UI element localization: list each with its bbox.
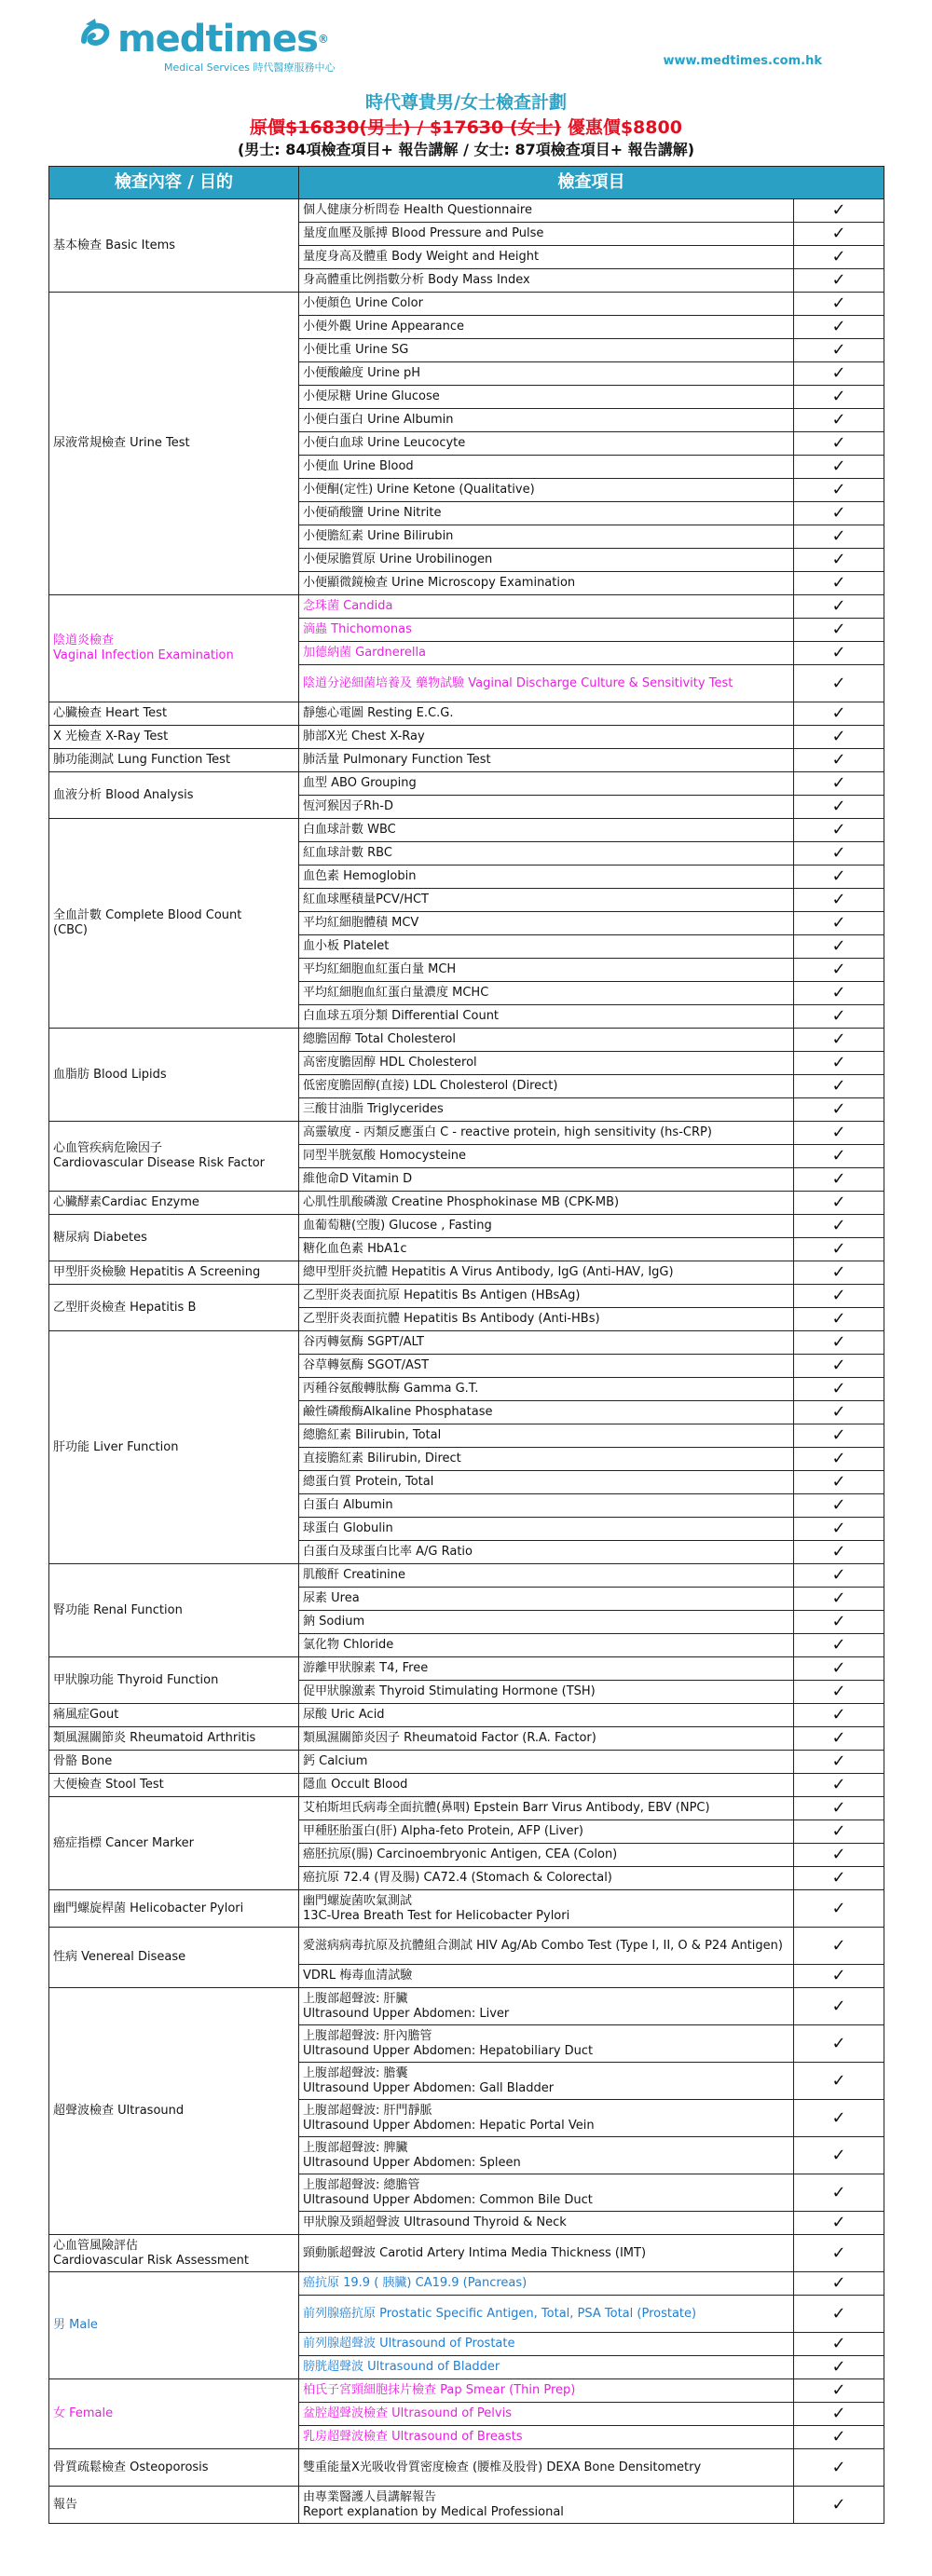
check-mark-icon: ✓ xyxy=(794,749,884,772)
check-mark-icon: ✓ xyxy=(794,2296,884,2333)
category-cell: 血脂肪 Blood Lipids xyxy=(49,1029,299,1122)
table-row xyxy=(49,1890,884,1928)
check-mark-icon: ✓ xyxy=(794,1965,884,1988)
category-cell: 類風濕關節炎 Rheumatoid Arthritis xyxy=(49,1727,299,1751)
check-mark-icon: ✓ xyxy=(794,2063,884,2100)
check-mark-icon: ✓ xyxy=(794,726,884,749)
table-row xyxy=(49,726,884,749)
item-cell: 癌抗原 19.9 ( 胰臟) CA19.9 (Pancreas) xyxy=(299,2272,794,2296)
item-cell: 上腹部超聲波: 肝內膽管 Ultrasound Upper Abdomen: Hepatobiliary Duct xyxy=(299,2025,794,2063)
check-mark-icon: ✓ xyxy=(794,842,884,865)
check-mark-icon: ✓ xyxy=(794,362,884,386)
item-cell: 總膽固醇 Total Cholesterol xyxy=(299,1029,794,1052)
item-cell: 谷丙轉氨酶 SGPT/ALT xyxy=(299,1331,794,1355)
check-mark-icon: ✓ xyxy=(794,772,884,796)
check-mark-icon: ✓ xyxy=(794,1285,884,1308)
offer-price: 優惠價$8800 xyxy=(561,117,682,138)
item-cell: 小便膽紅素 Urine Bilirubin xyxy=(299,525,794,549)
checkup-items-table xyxy=(48,166,884,2524)
item-cell: 總膽紅素 Bilirubin, Total xyxy=(299,1424,794,1448)
check-mark-icon: ✓ xyxy=(794,2449,884,2487)
item-cell: 前列腺超聲波 Ultrasound of Prostate xyxy=(299,2333,794,2356)
category-cell: 女 Female xyxy=(49,2379,299,2449)
table-row xyxy=(49,1751,884,1774)
item-cell: 身高體重比例指數分析 Body Mass Index xyxy=(299,269,794,293)
item-cell: 上腹部超聲波: 肝臟 Ultrasound Upper Abdomen: Liver xyxy=(299,1988,794,2025)
check-mark-icon: ✓ xyxy=(794,1192,884,1215)
table-row xyxy=(49,749,884,772)
check-mark-icon: ✓ xyxy=(794,1844,884,1867)
table-row xyxy=(49,2235,884,2272)
check-mark-icon: ✓ xyxy=(794,432,884,456)
check-mark-icon: ✓ xyxy=(794,1611,884,1634)
item-cell: 雙重能量X光吸收骨質密度檢查 (腰椎及股骨) DEXA Bone Densitometry xyxy=(299,2449,794,2487)
check-mark-icon: ✓ xyxy=(794,1471,884,1494)
item-cell: 上腹部超聲波: 肝門靜脈 Ultrasound Upper Abdomen: Hepatic Portal Vein xyxy=(299,2100,794,2137)
item-cell: 平均紅細胞血紅蛋白量濃度 MCHC xyxy=(299,982,794,1005)
item-cell: 心肌性肌酸磷激 Creatine Phosphokinase MB (CPK-MB) xyxy=(299,1192,794,1215)
check-mark-icon: ✓ xyxy=(794,1867,884,1890)
item-cell: 小便白血球 Urine Leucocyte xyxy=(299,432,794,456)
category-cell: 大便檢查 Stool Test xyxy=(49,1774,299,1797)
check-mark-icon: ✓ xyxy=(794,1238,884,1261)
item-cell: 尿素 Urea xyxy=(299,1588,794,1611)
table-row xyxy=(49,1988,884,2025)
item-cell: 前列腺癌抗原 Prostatic Specific Antigen, Total, PSA Total (Prostate) xyxy=(299,2296,794,2333)
item-cell: 三酸甘油脂 Triglycerides xyxy=(299,1098,794,1122)
item-cell: 上腹部超聲波: 總膽管 Ultrasound Upper Abdomen: Common Bile Duct xyxy=(299,2174,794,2212)
plan-title: 時代尊貴男/女士檢查計劃 xyxy=(365,92,567,113)
item-cell: 乙型肝炎表面抗體 Hepatitis Bs Antibody (Anti-HBs) xyxy=(299,1308,794,1331)
check-mark-icon: ✓ xyxy=(794,1751,884,1774)
check-mark-icon: ✓ xyxy=(794,1681,884,1704)
category-cell: 男 Male xyxy=(49,2272,299,2379)
item-cell: 上腹部超聲波: 膽囊 Ultrasound Upper Abdomen: Gall Bladder xyxy=(299,2063,794,2100)
table-row xyxy=(49,199,884,223)
table-row xyxy=(49,2487,884,2524)
table-row xyxy=(49,2379,884,2403)
table-row xyxy=(49,1285,884,1308)
category-cell: 心血管疾病危險因子 Cardiovascular Disease Risk Factor xyxy=(49,1122,299,1192)
table-row xyxy=(49,1657,884,1681)
item-cell: 陰道分泌細菌培養及 藥物試驗 Vaginal Discharge Culture & Sensitivity Test xyxy=(299,665,794,702)
item-cell: 肌酸酐 Creatinine xyxy=(299,1564,794,1588)
header-items: 檢查項目 xyxy=(299,167,884,199)
item-cell: 白蛋白 Albumin xyxy=(299,1494,794,1518)
item-cell: 甲種胚胎蛋白(肝) Alpha-feto Protein, AFP (Liver) xyxy=(299,1820,794,1844)
item-cell: 球蛋白 Globulin xyxy=(299,1518,794,1541)
item-cell: 幽門螺旋菌吹氣測試 13C-Urea Breath Test for Helicobacter Pylori xyxy=(299,1890,794,1928)
item-cell: 隱血 Occult Blood xyxy=(299,1774,794,1797)
check-mark-icon: ✓ xyxy=(794,2025,884,2063)
table-row xyxy=(49,702,884,726)
item-cell: 肺部X光 Chest X-Ray xyxy=(299,726,794,749)
category-cell: 陰道炎檢查 Vaginal Infection Examination xyxy=(49,595,299,702)
item-cell: 尿酸 Uric Acid xyxy=(299,1704,794,1727)
check-mark-icon: ✓ xyxy=(794,199,884,223)
item-cell: 乙型肝炎表面抗原 Hepatitis Bs Antigen (HBsAg) xyxy=(299,1285,794,1308)
category-cell: 肺功能測試 Lung Function Test xyxy=(49,749,299,772)
check-mark-icon: ✓ xyxy=(794,1331,884,1355)
check-mark-icon: ✓ xyxy=(794,2235,884,2272)
item-cell: 甲狀腺及頸超聲波 Ultrasound Thyroid & Neck xyxy=(299,2212,794,2235)
check-mark-icon: ✓ xyxy=(794,1005,884,1029)
item-cell: 氯化物 Chloride xyxy=(299,1634,794,1657)
original-price: 原價$16830(男士) / $17630 (女士) xyxy=(250,117,562,138)
check-mark-icon: ✓ xyxy=(794,2403,884,2426)
check-mark-icon: ✓ xyxy=(794,1657,884,1681)
item-cell: 鈣 Calcium xyxy=(299,1751,794,1774)
check-mark-icon: ✓ xyxy=(794,2212,884,2235)
item-cell: 平均紅細胞體積 MCV xyxy=(299,912,794,935)
check-mark-icon: ✓ xyxy=(794,935,884,959)
check-mark-icon: ✓ xyxy=(794,1378,884,1401)
item-cell: 加德納菌 Gardnerella xyxy=(299,642,794,665)
item-cell: 高密度膽固醇 HDL Cholesterol xyxy=(299,1052,794,1075)
category-cell: 癌症指標 Cancer Marker xyxy=(49,1797,299,1890)
category-cell: 肝功能 Liver Function xyxy=(49,1331,299,1564)
check-mark-icon: ✓ xyxy=(794,889,884,912)
table-header-row xyxy=(49,167,884,199)
check-mark-icon: ✓ xyxy=(794,1098,884,1122)
table-row xyxy=(49,1122,884,1145)
check-mark-icon: ✓ xyxy=(794,819,884,842)
registered-mark: ® xyxy=(317,33,328,46)
check-mark-icon: ✓ xyxy=(794,1448,884,1471)
item-cell: 靜態心電圖 Resting E.C.G. xyxy=(299,702,794,726)
check-mark-icon: ✓ xyxy=(794,1168,884,1192)
check-mark-icon: ✓ xyxy=(794,316,884,339)
item-cell: 血型 ABO Grouping xyxy=(299,772,794,796)
item-cell: 小便尿糖 Urine Glucose xyxy=(299,386,794,409)
item-cell: VDRL 梅毒血清試驗 xyxy=(299,1965,794,1988)
table-row xyxy=(49,1704,884,1727)
table-row xyxy=(49,1331,884,1355)
check-mark-icon: ✓ xyxy=(794,2487,884,2524)
item-cell: 游離甲狀腺素 T4, Free xyxy=(299,1657,794,1681)
item-cell: 小便尿膽質原 Urine Urobilinogen xyxy=(299,549,794,572)
table-row xyxy=(49,2272,884,2296)
header-category: 檢查內容 / 目的 xyxy=(49,167,299,199)
item-cell: 恆河猴因子Rh-D xyxy=(299,796,794,819)
check-mark-icon: ✓ xyxy=(794,1401,884,1424)
item-cell: 量度身高及體重 Body Weight and Height xyxy=(299,246,794,269)
check-mark-icon: ✓ xyxy=(794,2379,884,2403)
table-row xyxy=(49,1564,884,1588)
item-cell: 小便硝酸鹽 Urine Nitrite xyxy=(299,502,794,525)
item-cell: 白血球五項分類 Differential Count xyxy=(299,1005,794,1029)
item-cell: 愛滋病病毒抗原及抗體組合測試 HIV Ag/Ab Combo Test (Type I, II, O & P24 Antigen) xyxy=(299,1928,794,1965)
item-cell: 類風濕關節炎因子 Rheumatoid Factor (R.A. Factor) xyxy=(299,1727,794,1751)
item-cell: 總甲型肝炎抗體 Hepatitis A Virus Antibody, IgG (Anti-HAV, IgG) xyxy=(299,1261,794,1285)
check-mark-icon: ✓ xyxy=(794,1704,884,1727)
check-mark-icon: ✓ xyxy=(794,619,884,642)
check-mark-icon: ✓ xyxy=(794,2137,884,2174)
check-mark-icon: ✓ xyxy=(794,1494,884,1518)
check-mark-icon: ✓ xyxy=(794,409,884,432)
check-mark-icon: ✓ xyxy=(794,2426,884,2449)
item-cell: 總蛋白質 Protein, Total xyxy=(299,1471,794,1494)
item-cell: 鹼性磷酸酶Alkaline Phosphatase xyxy=(299,1401,794,1424)
table-row xyxy=(49,1797,884,1820)
check-mark-icon: ✓ xyxy=(794,456,884,479)
category-cell: 報告 xyxy=(49,2487,299,2524)
table-row xyxy=(49,819,884,842)
category-cell: 基本檢查 Basic Items xyxy=(49,199,299,293)
category-cell: 心臟酵素Cardiac Enzyme xyxy=(49,1192,299,1215)
item-cell: 盆腔超聲波檢查 Ultrasound of Pelvis xyxy=(299,2403,794,2426)
check-mark-icon: ✓ xyxy=(794,1774,884,1797)
check-mark-icon: ✓ xyxy=(794,1820,884,1844)
item-cell: 肺活量 Pulmonary Function Test xyxy=(299,749,794,772)
check-mark-icon: ✓ xyxy=(794,386,884,409)
item-cell: 血小板 Platelet xyxy=(299,935,794,959)
table-row xyxy=(49,1029,884,1052)
item-cell: 上腹部超聲波: 脾臟 Ultrasound Upper Abdomen: Spleen xyxy=(299,2137,794,2174)
check-mark-icon: ✓ xyxy=(794,1797,884,1820)
check-mark-icon: ✓ xyxy=(794,1988,884,2025)
check-mark-icon: ✓ xyxy=(794,1052,884,1075)
category-cell: X 光檢查 X-Ray Test xyxy=(49,726,299,749)
check-mark-icon: ✓ xyxy=(794,665,884,702)
check-mark-icon: ✓ xyxy=(794,339,884,362)
item-cell: 頸動脈超聲波 Carotid Artery Intima Media Thickness (IMT) xyxy=(299,2235,794,2272)
brand-tagline: Medical Services 時代醫療服務中心 xyxy=(164,61,336,74)
category-cell: 甲狀腺功能 Thyroid Function xyxy=(49,1657,299,1704)
check-mark-icon: ✓ xyxy=(794,2272,884,2296)
item-cell: 高靈敏度 - 丙類反應蛋白 C - reactive protein, high sensitivity (hs-CRP) xyxy=(299,1122,794,1145)
item-cell: 小便酸鹼度 Urine pH xyxy=(299,362,794,386)
table-row xyxy=(49,1928,884,1965)
check-mark-icon: ✓ xyxy=(794,702,884,726)
medtimes-logo-icon xyxy=(76,15,117,56)
check-mark-icon: ✓ xyxy=(794,2356,884,2379)
check-mark-icon: ✓ xyxy=(794,912,884,935)
table-row xyxy=(49,2449,884,2487)
category-cell: 心血管風險評估 Cardiovascular Risk Assessment xyxy=(49,2235,299,2272)
item-cell: 個人健康分析問卷 Health Questionnaire xyxy=(299,199,794,223)
item-cell: 血葡萄糖(空腹) Glucose , Fasting xyxy=(299,1215,794,1238)
item-cell: 癌胚抗原(腸) Carcinoembryonic Antigen, CEA (Colon) xyxy=(299,1844,794,1867)
category-cell: 乙型肝炎檢查 Hepatitis B xyxy=(49,1285,299,1331)
check-mark-icon: ✓ xyxy=(794,595,884,619)
table-row xyxy=(49,772,884,796)
category-cell: 心臟檢查 Heart Test xyxy=(49,702,299,726)
check-mark-icon: ✓ xyxy=(794,1029,884,1052)
category-cell: 甲型肝炎檢驗 Hepatitis A Screening xyxy=(49,1261,299,1285)
item-cell: 直接膽紅素 Bilirubin, Direct xyxy=(299,1448,794,1471)
category-cell: 尿液常規檢查 Urine Test xyxy=(49,293,299,595)
table-row xyxy=(49,1727,884,1751)
check-mark-icon: ✓ xyxy=(794,642,884,665)
item-cell: 滴蟲 Thichomonas xyxy=(299,619,794,642)
table-row xyxy=(49,595,884,619)
check-mark-icon: ✓ xyxy=(794,479,884,502)
check-mark-icon: ✓ xyxy=(794,1261,884,1285)
check-mark-icon: ✓ xyxy=(794,1588,884,1611)
check-mark-icon: ✓ xyxy=(794,959,884,982)
item-cell: 柏氏子宮頸細胞抹片檢查 Pap Smear (Thin Prep) xyxy=(299,2379,794,2403)
category-cell: 全血計數 Complete Blood Count (CBC) xyxy=(49,819,299,1029)
item-cell: 小便酮(定性) Urine Ketone (Qualitative) xyxy=(299,479,794,502)
item-cell: 膀胱超聲波 Ultrasound of Bladder xyxy=(299,2356,794,2379)
category-cell: 糖尿病 Diabetes xyxy=(49,1215,299,1261)
brand-name: medtimes® xyxy=(117,18,328,61)
check-mark-icon: ✓ xyxy=(794,1928,884,1965)
category-cell: 骨骼 Bone xyxy=(49,1751,299,1774)
item-cell: 小便外觀 Urine Appearance xyxy=(299,316,794,339)
item-cell: 平均紅細胞血紅蛋白量 MCH xyxy=(299,959,794,982)
table-body xyxy=(49,199,884,2524)
check-mark-icon: ✓ xyxy=(794,293,884,316)
item-cell: 同型半胱氨酸 Homocysteine xyxy=(299,1145,794,1168)
item-cell: 紅血球計數 RBC xyxy=(299,842,794,865)
category-cell: 腎功能 Renal Function xyxy=(49,1564,299,1657)
table-row xyxy=(49,1261,884,1285)
check-mark-icon: ✓ xyxy=(794,1541,884,1564)
check-mark-icon: ✓ xyxy=(794,1145,884,1168)
item-cell: 低密度膽固醇(直接) LDL Cholesterol (Direct) xyxy=(299,1075,794,1098)
item-cell: 乳房超聲波檢查 Ultrasound of Breasts xyxy=(299,2426,794,2449)
check-mark-icon: ✓ xyxy=(794,1355,884,1378)
check-mark-icon: ✓ xyxy=(794,246,884,269)
item-cell: 紅血球壓積量PCV/HCT xyxy=(299,889,794,912)
item-cell: 小便血 Urine Blood xyxy=(299,456,794,479)
check-mark-icon: ✓ xyxy=(794,549,884,572)
item-cell: 白蛋白及球蛋白比率 A/G Ratio xyxy=(299,1541,794,1564)
check-mark-icon: ✓ xyxy=(794,1215,884,1238)
plan-heading xyxy=(0,89,932,160)
check-mark-icon: ✓ xyxy=(794,2100,884,2137)
category-cell: 血液分析 Blood Analysis xyxy=(49,772,299,819)
table-row xyxy=(49,1774,884,1797)
check-mark-icon: ✓ xyxy=(794,1634,884,1657)
check-mark-icon: ✓ xyxy=(794,1308,884,1331)
check-mark-icon: ✓ xyxy=(794,982,884,1005)
item-cell: 血色素 Hemoglobin xyxy=(299,865,794,889)
category-cell: 超聲波檢查 Ultrasound xyxy=(49,1988,299,2235)
check-mark-icon: ✓ xyxy=(794,2174,884,2212)
item-cell: 量度血壓及脈搏 Blood Pressure and Pulse xyxy=(299,223,794,246)
item-cell: 谷草轉氨酶 SGOT/AST xyxy=(299,1355,794,1378)
category-cell: 骨質疏鬆檢查 Osteoporosis xyxy=(49,2449,299,2487)
check-mark-icon: ✓ xyxy=(794,223,884,246)
check-mark-icon: ✓ xyxy=(794,269,884,293)
item-cell: 小便比重 Urine SG xyxy=(299,339,794,362)
item-cell: 促甲狀腺激素 Thyroid Stimulating Hormone (TSH) xyxy=(299,1681,794,1704)
check-mark-icon: ✓ xyxy=(794,1075,884,1098)
item-cell: 維他命D Vitamin D xyxy=(299,1168,794,1192)
item-cell: 丙種谷氨酸轉肽酶 Gamma G.T. xyxy=(299,1378,794,1401)
table-row xyxy=(49,1215,884,1238)
table-row xyxy=(49,1192,884,1215)
item-cell: 念珠菌 Candida xyxy=(299,595,794,619)
item-cell: 糖化血色素 HbA1c xyxy=(299,1238,794,1261)
item-cell: 艾柏斯坦氏病毒全面抗體(鼻咽) Epstein Barr Virus Antibody, EBV (NPC) xyxy=(299,1797,794,1820)
check-mark-icon: ✓ xyxy=(794,796,884,819)
check-mark-icon: ✓ xyxy=(794,1890,884,1928)
item-cell: 鈉 Sodium xyxy=(299,1611,794,1634)
site-header xyxy=(0,0,932,75)
item-cell: 小便顏色 Urine Color xyxy=(299,293,794,316)
check-mark-icon: ✓ xyxy=(794,1727,884,1751)
check-mark-icon: ✓ xyxy=(794,2333,884,2356)
item-cell: 白血球計數 WBC xyxy=(299,819,794,842)
check-mark-icon: ✓ xyxy=(794,1424,884,1448)
item-cell: 由專業醫護人員講解報告 Report explanation by Medical Professional xyxy=(299,2487,794,2524)
check-mark-icon: ✓ xyxy=(794,572,884,595)
check-mark-icon: ✓ xyxy=(794,1564,884,1588)
category-cell: 性病 Venereal Disease xyxy=(49,1928,299,1988)
site-url-link[interactable]: www.medtimes.com.hk xyxy=(663,54,822,68)
category-cell: 痛風症Gout xyxy=(49,1704,299,1727)
plan-price xyxy=(0,116,932,140)
check-mark-icon: ✓ xyxy=(794,865,884,889)
category-cell: 幽門螺旋桿菌 Helicobacter Pylori xyxy=(49,1890,299,1928)
check-mark-icon: ✓ xyxy=(794,502,884,525)
check-mark-icon: ✓ xyxy=(794,1518,884,1541)
check-mark-icon: ✓ xyxy=(794,525,884,549)
item-cell: 小便顯微鏡檢查 Urine Microscopy Examination xyxy=(299,572,794,595)
table-row xyxy=(49,293,884,316)
item-cell: 小便白蛋白 Urine Albumin xyxy=(299,409,794,432)
item-cell: 癌抗原 72.4 (胃及腸) CA72.4 (Stomach & Colorectal) xyxy=(299,1867,794,1890)
check-mark-icon: ✓ xyxy=(794,1122,884,1145)
plan-subtitle: (男士: 84項檢查項目+ 報告講解 / 女士: 87項檢查項目+ 報告講解) xyxy=(237,141,695,158)
